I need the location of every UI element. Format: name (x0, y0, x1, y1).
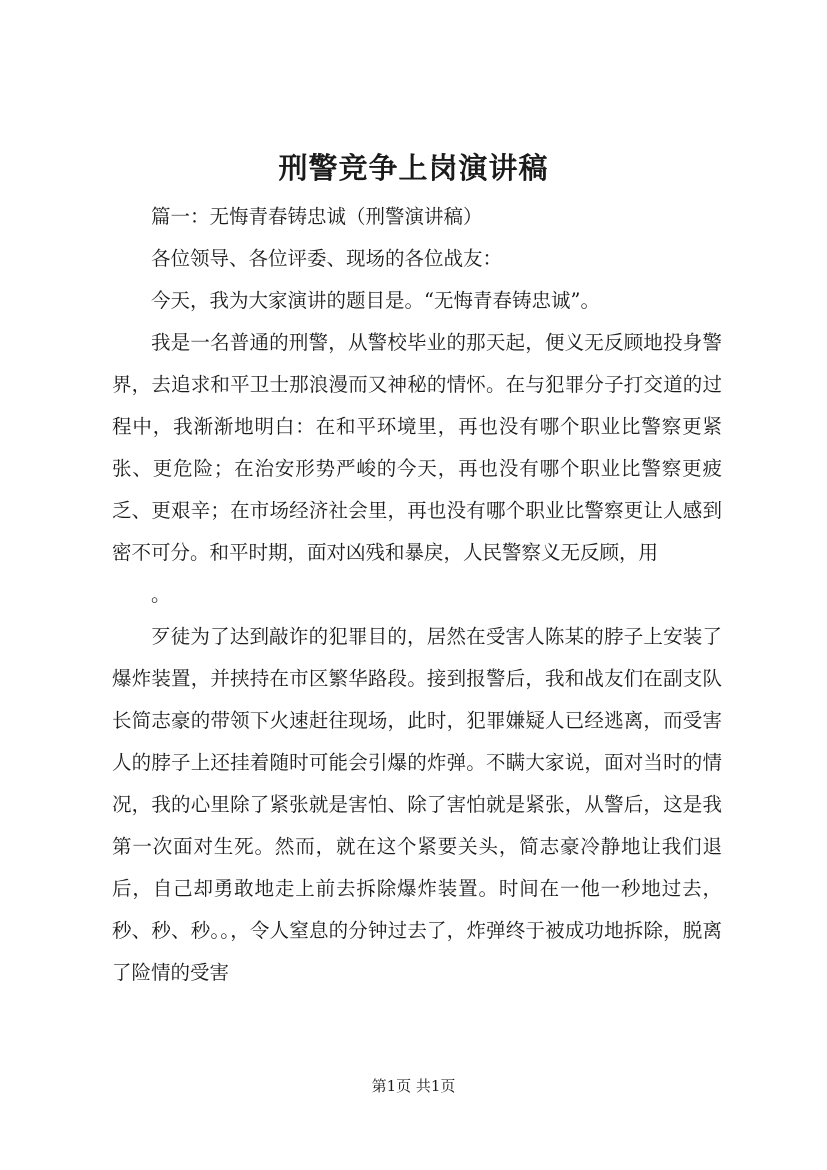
salutation: 各位领导、各位评委、现场的各位战友： (151, 247, 503, 270)
body-paragraph-story: 歹徒为了达到敲诈的犯罪目的，居然在受害人陈某的脖子上安装了爆炸装置，并挟持在市区繁华路段。接到报警后，我和战友们在副支队长简志豪的带领下火速赶往现场，此时，犯罪嫌疑人已经逃离，而受害人的脖子上还挂着随时可能会引爆的炸弹。不瞒大家说，面对当时的情况，我的心里除了紧张就是害怕、除了害怕就是紧张，从警后，这是我第一次面对生死。然而，就在这个紧要关头，简志豪冷静地让我们退后，自己却勇敢地走上前去拆除爆炸装置。时间在一他一秒地过去，秒、秒、秒。。，令人窒息的分钟过去了，炸弹终于被成功地拆除，脱离了险情的受害 (112, 625, 722, 984)
body-paragraph-intro: 我是一名普通的刑警，从警校毕业的那天起，便义无反顾地投身警界，去追求和平卫士那浪漫而又神秘的情怀。在与犯罪分子打交道的过程中，我渐渐地明白：在和平环境里，再也没有哪个职业比警察更紧张、更危险；在治安形势严峻的今天，再也没有哪个职业比警察更疲乏、更艰辛；在市场经济社会里，再也没有哪个职业比警察更让人感到密不可分。和平时期，面对凶残和暴戾，人民警察义无反顾，用 (112, 331, 722, 564)
document-body (112, 196, 722, 994)
section-heading: 篇一：无悔青春铸忠诚（刑警演讲稿） (151, 205, 483, 228)
speech-topic-paragraph: 今天，我为大家演讲的题目是。“无悔青春铸忠诚”。 (151, 289, 600, 312)
page-number-footer: 第1页 共1页 (371, 1077, 456, 1095)
body-paragraph-fragment: 。 (151, 583, 171, 606)
document-title: 刑警竞争上岗演讲稿 (278, 151, 549, 185)
